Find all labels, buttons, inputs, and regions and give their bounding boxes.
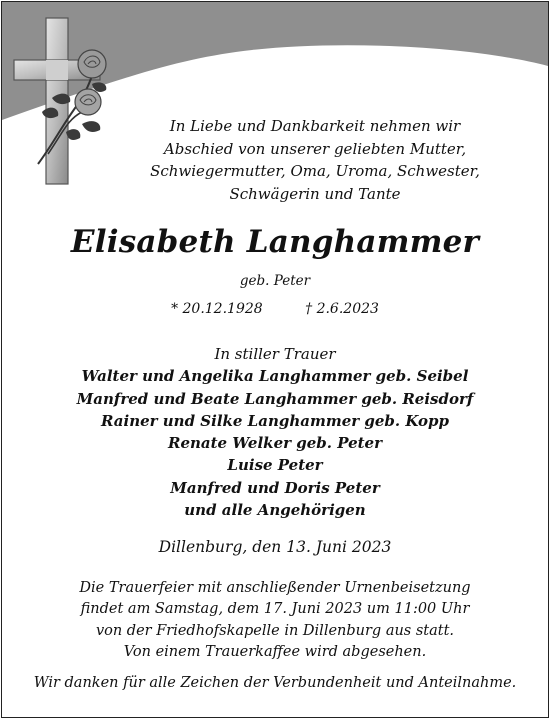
closing-thanks: Wir danken für alle Zeichen der Verbundenheit und Anteilnahme. [33, 675, 517, 691]
death-date: † 2.6.2023 [305, 301, 379, 317]
notice-line: findet am Samstag, dem 17. Juni 2023 um 11:00 Uhr [80, 601, 470, 618]
mourner-line: Manfred und Doris Peter [170, 478, 380, 497]
mourner-line: Renate Welker geb. Peter [167, 434, 382, 453]
funeral-notice [2, 578, 548, 663]
place-and-date: Dillenburg, den 13. Juni 2023 [158, 538, 392, 556]
intro-line: In Liebe und Dankbarkeit nehmen wir [169, 117, 461, 135]
mourner-line: Rainer und Silke Langhammer geb. Kopp [100, 411, 450, 430]
mourner-line: Walter und Angelika Langhammer geb. Seibel [81, 367, 469, 386]
intro-line: Abschied von unserer geliebten Mutter, [163, 139, 467, 158]
obituary-card [1, 1, 549, 718]
deceased-name: Elisabeth Langhammer [70, 224, 480, 260]
mourners-list [2, 343, 548, 521]
mourner-line: Luise Peter [227, 456, 323, 475]
birth-date: * 20.12.1928 [171, 301, 263, 317]
notice-line: Von einem Trauerkaffee wird abgesehen. [123, 643, 427, 660]
mourner-line: Manfred und Beate Langhammer geb. Reisdorf [76, 389, 474, 408]
mourning-lead: In stiller Trauer [214, 345, 336, 363]
intro-line: Schwägerin und Tante [229, 184, 401, 203]
maiden-name: geb. Peter [239, 273, 311, 289]
notice-line: Die Trauerfeier mit anschließender Urnenbeisetzung [79, 580, 471, 596]
notice-line: von der Friedhofskapelle in Dillenburg aus statt. [95, 622, 455, 639]
life-dates [2, 301, 548, 317]
mourner-line: und alle Angehörigen [184, 501, 366, 520]
intro-line: Schwiegermutter, Oma, Uroma, Schwester, [150, 162, 480, 180]
intro-text [82, 115, 548, 205]
